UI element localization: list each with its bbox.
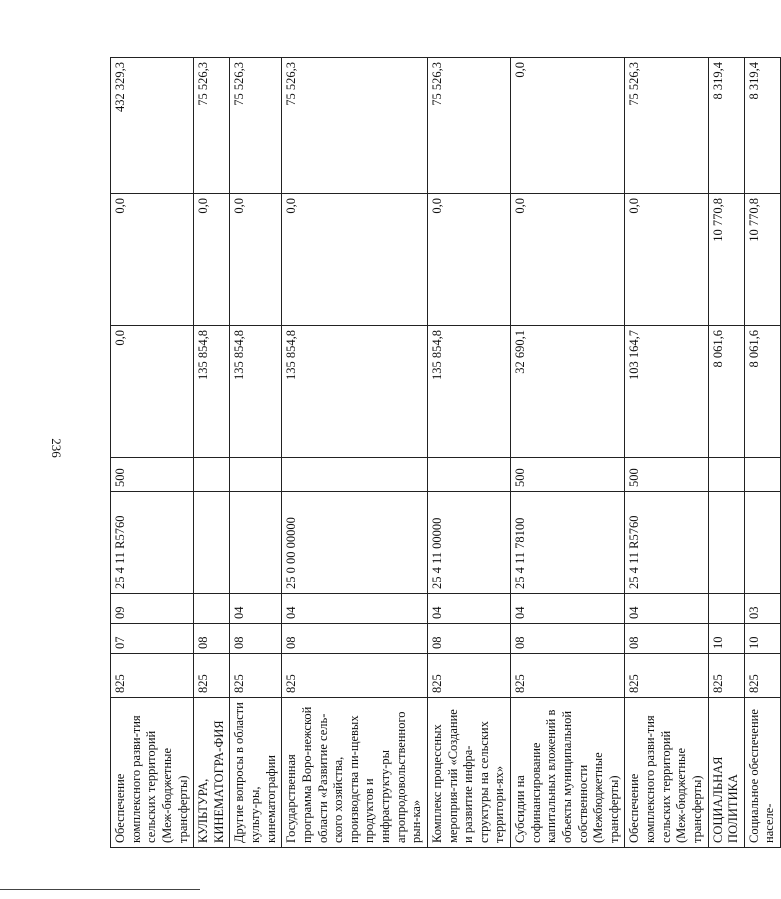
expense-type-code (194, 458, 230, 492)
sum-year-3: 75 526,3 (282, 58, 428, 194)
row-name: КУЛЬТУРА, КИНЕМАТОГРА-ФИЯ (194, 698, 230, 848)
section-code: 10 (708, 624, 744, 654)
sum-year-1: 0,0 (111, 326, 194, 458)
expense-type-code (230, 458, 282, 492)
sum-year-1: 32 690,1 (511, 326, 625, 458)
target-article-code (744, 492, 780, 594)
sum-year-2: 0,0 (230, 194, 282, 326)
sum-year-3: 75 526,3 (194, 58, 230, 194)
subsection-code: 04 (282, 594, 428, 624)
target-article-code: 25 4 11 R5760 (625, 492, 708, 594)
target-article-code (230, 492, 282, 594)
expense-type-code (427, 458, 510, 492)
row-name: Другие вопросы в области культу-ры, кинематографии (230, 698, 282, 848)
row-name: Государственная программа Воро-нежской области «Развитие сель-ского хозяйства, производства пи-щевых продуктов и инфраструкту-ры агропродовольственного рын-ка» (282, 698, 428, 848)
target-article-code: 25 4 11 78100 (511, 492, 625, 594)
subsection-code: 04 (230, 594, 282, 624)
page-bottom-line (0, 889, 200, 890)
grbs-code: 825 (194, 654, 230, 698)
subsection-code: 04 (427, 594, 510, 624)
grbs-code: 825 (625, 654, 708, 698)
subsection-code (708, 594, 744, 624)
target-article-code: 25 4 11 R5760 (111, 492, 194, 594)
grbs-code: 825 (708, 654, 744, 698)
grbs-code: 825 (511, 654, 625, 698)
row-name: Обеспечение комплексного разви-тия сельских территорий (Меж-бюджетные трансферты) (111, 698, 194, 848)
grbs-code: 825 (427, 654, 510, 698)
sum-year-1: 135 854,8 (427, 326, 510, 458)
sum-year-2: 0,0 (111, 194, 194, 326)
section-code: 10 (744, 624, 780, 654)
sum-year-1: 135 854,8 (194, 326, 230, 458)
sum-year-1: 8 061,6 (744, 326, 780, 458)
table-body (111, 58, 781, 848)
grbs-code: 825 (282, 654, 428, 698)
sum-year-1: 103 164,7 (625, 326, 708, 458)
sum-year-2: 0,0 (194, 194, 230, 326)
sum-year-1: 135 854,8 (282, 326, 428, 458)
sum-year-3: 75 526,3 (625, 58, 708, 194)
sum-year-2: 10 770,8 (744, 194, 780, 326)
section-code: 08 (427, 624, 510, 654)
page-number: 236 (49, 438, 64, 458)
target-article-code: 25 0 00 00000 (282, 492, 428, 594)
table-row (427, 58, 510, 848)
table-row (230, 58, 282, 848)
row-name: СОЦИАЛЬНАЯ ПОЛИТИКА (708, 698, 744, 848)
expense-type-code (282, 458, 428, 492)
grbs-code: 825 (111, 654, 194, 698)
expense-type-code (708, 458, 744, 492)
expense-type-code: 500 (511, 458, 625, 492)
row-name: Социальное обеспечение населе- (744, 698, 780, 848)
table-row (282, 58, 428, 848)
sum-year-3: 0,0 (511, 58, 625, 194)
sum-year-3: 432 329,3 (111, 58, 194, 194)
row-name: Комплекс процессных мероприя-тий «Создание и развитие инфра-структуры на сельских территори-ях» (427, 698, 510, 848)
subsection-code (194, 594, 230, 624)
table-row (744, 58, 780, 848)
grbs-code: 825 (230, 654, 282, 698)
expense-type-code: 500 (625, 458, 708, 492)
table-row (511, 58, 625, 848)
grbs-code: 825 (744, 654, 780, 698)
expense-type-code (744, 458, 780, 492)
sum-year-2: 0,0 (282, 194, 428, 326)
section-code: 08 (194, 624, 230, 654)
section-code: 08 (625, 624, 708, 654)
row-name: Обеспечение комплексного разви-тия сельских территорий (Меж-бюджетные трансферты) (625, 698, 708, 848)
section-code: 08 (230, 624, 282, 654)
budget-table (110, 57, 781, 848)
target-article-code (708, 492, 744, 594)
table-row (111, 58, 194, 848)
section-code: 08 (511, 624, 625, 654)
target-article-code (194, 492, 230, 594)
section-code: 08 (282, 624, 428, 654)
expense-type-code: 500 (111, 458, 194, 492)
sum-year-1: 135 854,8 (230, 326, 282, 458)
subsection-code: 04 (625, 594, 708, 624)
row-name: Субсидии на софинансирование капитальных вложений в объекты муниципальной собственности (Межбюджетные трансферты) (511, 698, 625, 848)
rotated-table-wrapper (110, 58, 777, 848)
sum-year-3: 75 526,3 (427, 58, 510, 194)
sum-year-1: 8 061,6 (708, 326, 744, 458)
table-row (625, 58, 708, 848)
subsection-code: 09 (111, 594, 194, 624)
subsection-code: 04 (511, 594, 625, 624)
table-container (110, 58, 777, 848)
sum-year-3: 8 319,4 (708, 58, 744, 194)
table-row (194, 58, 230, 848)
sum-year-2: 0,0 (625, 194, 708, 326)
sum-year-3: 8 319,4 (744, 58, 780, 194)
sum-year-3: 75 526,3 (230, 58, 282, 194)
sum-year-2: 0,0 (511, 194, 625, 326)
table-row (708, 58, 744, 848)
target-article-code: 25 4 11 00000 (427, 492, 510, 594)
sum-year-2: 0,0 (427, 194, 510, 326)
subsection-code: 03 (744, 594, 780, 624)
sum-year-2: 10 770,8 (708, 194, 744, 326)
section-code: 07 (111, 624, 194, 654)
